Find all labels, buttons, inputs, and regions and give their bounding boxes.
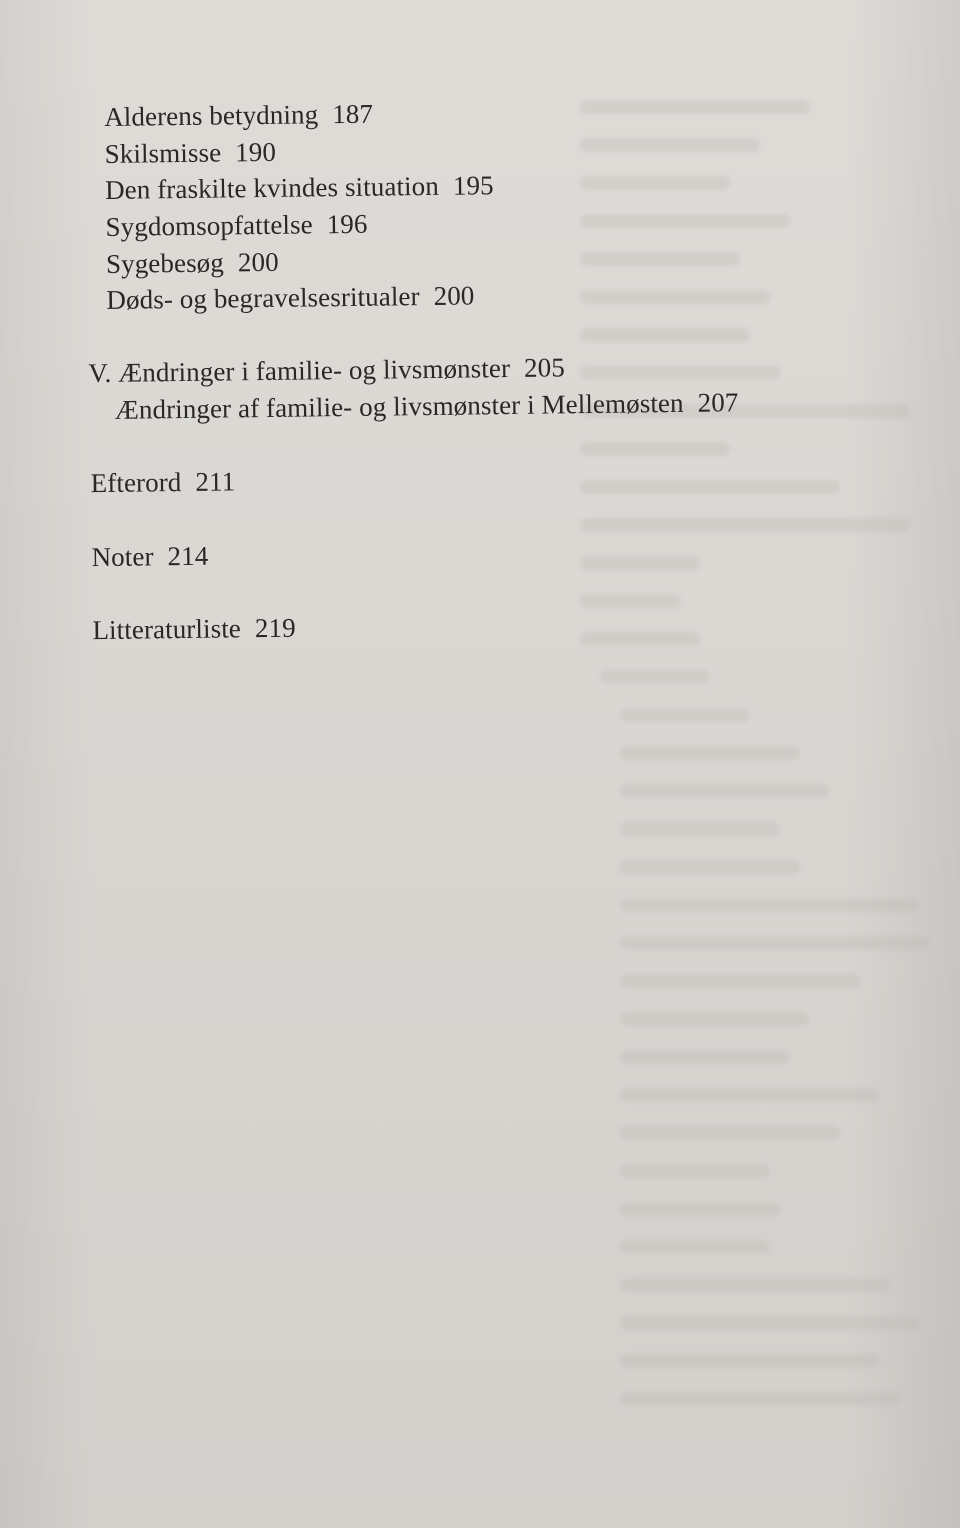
toc-entry-page: 195 — [452, 170, 494, 201]
toc-entry-sygdomsopfattelse — [105, 208, 368, 242]
toc-entry-title: Sygdomsopfattelse — [105, 209, 313, 242]
toc-entry-title: Ændringer af familie- og livsmønster i Mellemøsten — [114, 387, 684, 425]
toc-entry-title: Den fraskilte kvindes situation — [104, 170, 440, 205]
toc-entry-page: 196 — [326, 208, 368, 240]
toc-entry-page: 214 — [167, 540, 209, 572]
toc-entry-page: 187 — [332, 98, 374, 130]
toc-entry-title: Alderens betydning — [104, 99, 319, 132]
toc-chapter-v — [88, 354, 565, 387]
toc-chapter-page: 205 — [523, 352, 566, 383]
toc-entry-title: Skilsmisse — [104, 137, 222, 169]
toc-entry-alderens-betydning — [104, 98, 374, 132]
toc-entry-page: 207 — [697, 387, 739, 418]
toc-entry-title: Døds- og begravelsesritualer — [106, 281, 420, 315]
toc-entry-den-fraskilte-kvindes-situation — [105, 172, 494, 204]
toc-entry-sygebesog — [105, 246, 279, 279]
toc-entry-efterord — [91, 468, 236, 497]
toc-entry-page: 219 — [254, 612, 296, 644]
toc-entry-dods-og-begravelsesritualer — [106, 282, 474, 313]
toc-chapter-title: V. Ændringer i familie- og livsmønster — [88, 353, 511, 389]
table-of-contents — [0, 0, 960, 701]
toc-entry-page: 200 — [433, 280, 475, 311]
toc-entry-litteraturliste — [92, 612, 296, 646]
toc-entry-page: 211 — [195, 466, 236, 497]
toc-entry-title: Sygebesøg — [105, 247, 225, 279]
toc-entry-skilsmisse — [104, 136, 277, 169]
toc-entry-noter — [91, 540, 209, 573]
toc-entry-title: Litteraturliste — [92, 613, 242, 646]
toc-entry-page: 190 — [234, 136, 277, 168]
toc-entry-title: Noter — [91, 541, 154, 573]
toc-entry-aendringer-i-mellemosten — [115, 389, 739, 424]
toc-entry-title: Efterord — [90, 467, 182, 499]
toc-entry-page: 200 — [237, 246, 279, 278]
